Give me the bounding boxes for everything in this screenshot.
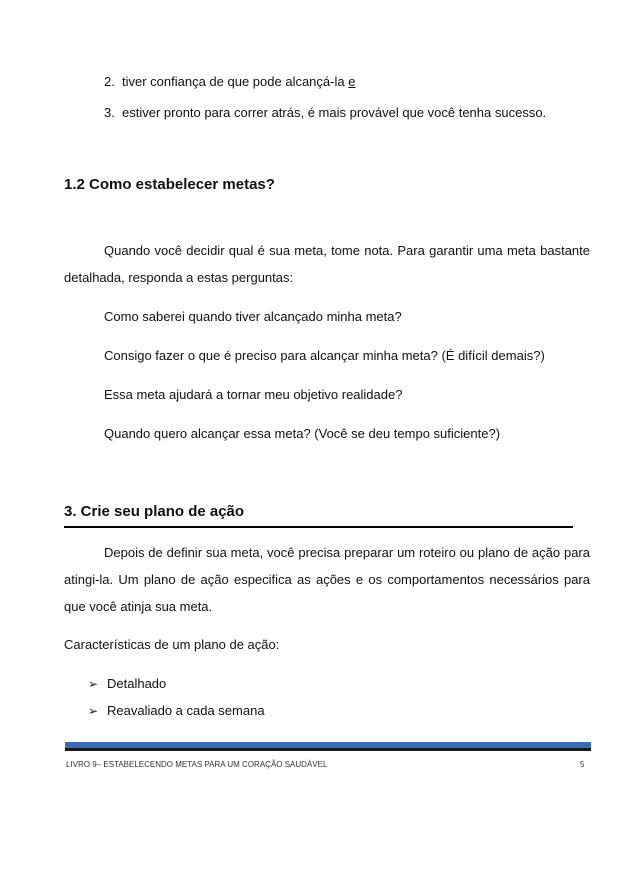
heading-underline-divider — [64, 526, 573, 528]
arrow-bullet-icon: ➢ — [88, 677, 99, 691]
section-heading-1-2: 1.2 Como estabelecer metas? — [64, 176, 275, 193]
characteristics-label: Características de um plano de ação: — [64, 637, 280, 652]
list-item — [104, 105, 546, 120]
bullet-item-text: Detalhado — [107, 676, 167, 691]
bullet-item — [88, 676, 166, 691]
list-item — [104, 74, 355, 89]
footer-black-bar — [65, 748, 591, 751]
bullet-item-text: Reavaliado a cada semana — [107, 703, 265, 718]
list-item-number: 3. — [104, 105, 115, 120]
question-item: Essa meta ajudará a tornar meu objetivo realidade? — [104, 387, 403, 402]
list-item-text-tail: e — [348, 74, 356, 89]
list-item-number: 2. — [104, 74, 115, 89]
section-1-2-intro: Quando você decidir qual é sua meta, tome nota. Para garantir uma meta bastante detalhada, responda a estas perguntas: — [64, 243, 590, 285]
list-item-text: estiver pronto para correr atrás, é mais provável que você tenha sucesso. — [122, 105, 547, 120]
question-item: Como saberei quando tiver alcançado minha meta? — [104, 309, 402, 324]
arrow-bullet-icon: ➢ — [88, 704, 99, 718]
bullet-item — [88, 703, 265, 718]
question-item: Quando quero alcançar essa meta? (Você se deu tempo suficiente?) — [104, 426, 501, 441]
question-item: Consigo fazer o que é preciso para alcançar minha meta? (É difícil demais?) — [104, 348, 545, 363]
footer-page-number: 5 — [580, 760, 585, 769]
list-item-text: tiver confiança de que pode alcançá-la — [122, 74, 349, 89]
section-3-intro: Depois de definir sua meta, você precisa preparar um roteiro ou plano de ação para atingi-la. Um plano de ação especifica as ações e os comportamentos necessários para que você atinja sua meta. — [64, 545, 590, 614]
footer-title: LIVRO 9– ESTABELECENDO METAS PARA UM CORAÇÃO SAUDÁVEL — [66, 760, 328, 769]
section-heading-3: 3. Crie seu plano de ação — [64, 503, 245, 520]
